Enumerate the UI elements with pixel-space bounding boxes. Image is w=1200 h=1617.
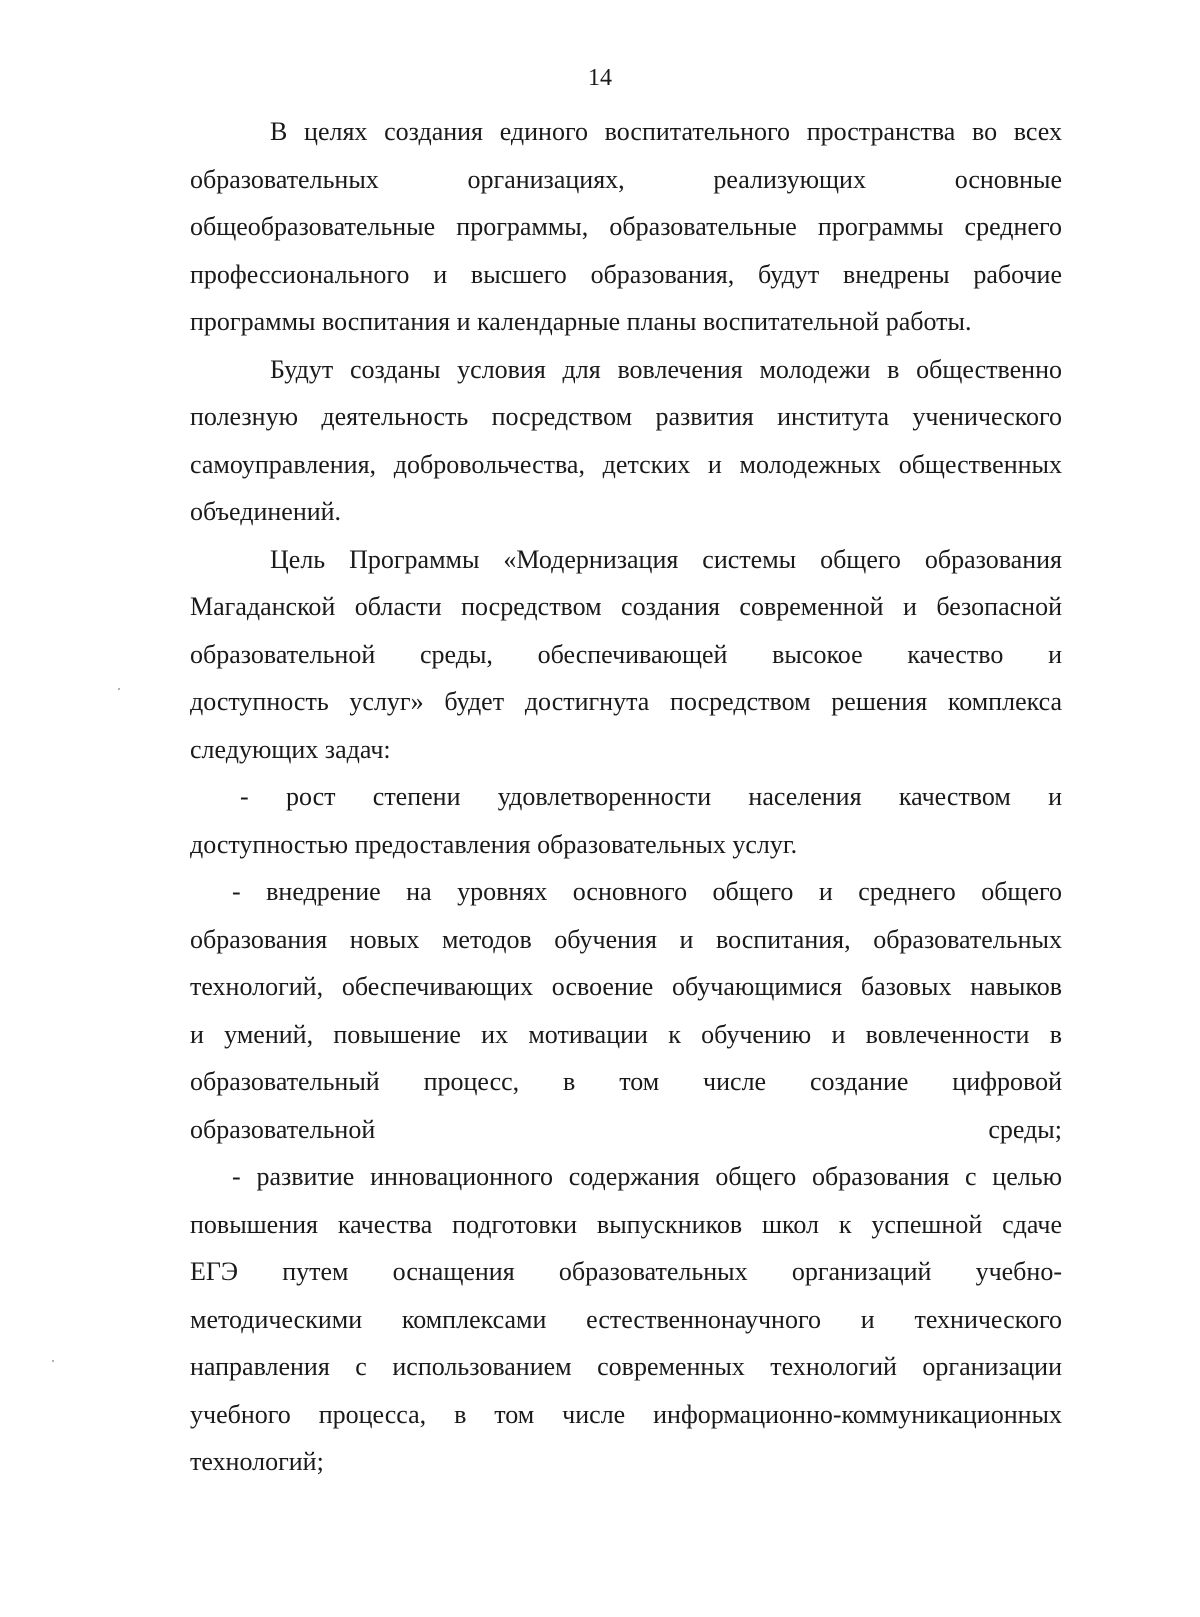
paragraph-line: полезную деятельность посредством развития института ученического (190, 402, 1062, 431)
paragraph-line: В целях создания единого воспитательного пространства во всех (270, 117, 1062, 146)
paragraph-line: направления с использованием современных технологий организации (190, 1352, 1062, 1381)
paragraph-line: следующих задач: (190, 734, 391, 764)
paragraph-line: ЕГЭ путем оснащения образовательных организаций учебно- (190, 1257, 1062, 1286)
paragraph-line: профессионального и высшего образования, будут внедрены рабочие (190, 259, 1062, 289)
paragraph-line: технологий; (190, 1447, 324, 1476)
scan-speck (118, 688, 120, 690)
paragraph-line: учебного процесса, в том числе информационно-коммуникационных (190, 1399, 1062, 1429)
paragraph-line: Магаданской области посредством создания современной и безопасной (190, 592, 1062, 621)
scan-speck (52, 1360, 54, 1362)
paragraph-line: объединений. (190, 497, 342, 526)
paragraph-2 (190, 346, 1062, 536)
paragraph-line: доступность услуг» будет достигнута посредством решения комплекса (190, 687, 1062, 716)
paragraph-line: методическими комплексами естественнонаучного и технического (190, 1304, 1062, 1334)
paragraph-line: технологий, обеспечивающих освоение обучающимися базовых навыков (190, 972, 1062, 1001)
paragraph-line: самоуправления, добровольчества, детских и молодежных общественных (190, 449, 1062, 479)
paragraph-1 (190, 108, 1062, 346)
list-item-3 (190, 1153, 1062, 1486)
paragraph-line: Будут созданы условия для вовлечения молодежи в общественно (270, 354, 1062, 384)
paragraph-line: - рост степени удовлетворенности населения качеством и (240, 782, 1062, 811)
document-body (190, 108, 1062, 1486)
paragraph-line: Цель Программы «Модернизация системы общего образования (270, 544, 1062, 574)
paragraph-line: общеобразовательные программы, образовательные программы среднего (190, 212, 1062, 241)
paragraph-line: доступностью предоставления образовательных услуг. (190, 829, 798, 859)
paragraph-line: повышения качества подготовки выпускников школ к успешной сдаче (190, 1209, 1062, 1239)
paragraph-line: - развитие инновационного содержания общего образования с целью (232, 1162, 1062, 1191)
paragraph-3 (190, 536, 1062, 774)
paragraph-line: и умений, повышение их мотивации к обучению и вовлеченности в (190, 1019, 1062, 1049)
list-item-2 (190, 868, 1062, 1153)
paragraph-line: образования новых методов обучения и воспитания, образовательных (190, 924, 1062, 954)
page-number: 14 (588, 65, 612, 91)
paragraph-line: образовательной среды, обеспечивающей высокое качество и (190, 639, 1062, 669)
paragraph-line: образовательный процесс, в том числе создание цифровой (190, 1067, 1062, 1096)
paragraph-line: программы воспитания и календарные планы воспитательной работы. (190, 307, 972, 336)
list-item-1 (190, 773, 1062, 868)
paragraph-line: - внедрение на уровнях основного общего и среднего общего (232, 877, 1062, 906)
paragraph-line: образовательной среды; (190, 1114, 1062, 1144)
paragraph-line: образовательных организациях, реализующих основные (190, 164, 1062, 194)
